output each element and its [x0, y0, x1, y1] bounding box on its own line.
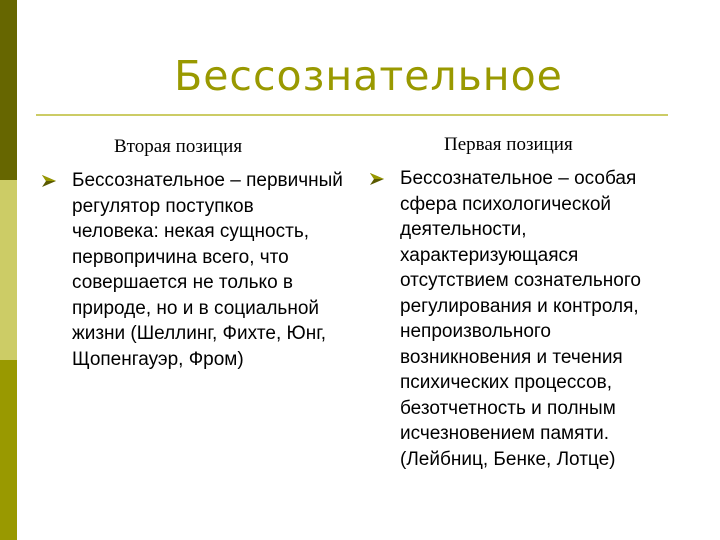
side-bar-segment-middle	[0, 180, 17, 360]
side-bar-segment-bottom	[0, 360, 17, 540]
side-bar-segment-top	[0, 0, 17, 180]
left-column-heading: Вторая позиция	[114, 136, 243, 157]
left-bullet-text: Бессознательное – первичный регулятор поступков человека: некая сущность, первопричина всего, что совершается не только в природе, но и в социальной жизни (Шеллинг, Фихте, Юнг, Щопенгауэр, Фром)	[72, 170, 343, 370]
left-bullet-item	[40, 168, 345, 372]
arrowhead-bullet-icon	[370, 173, 384, 185]
right-column	[368, 136, 686, 472]
right-column-heading: Первая позиция	[444, 134, 573, 155]
decorative-side-bar	[0, 0, 17, 540]
title-divider	[36, 114, 668, 116]
right-bullet-text: Бессознательное – особая сфера психологической деятельности, характеризующаяся отсутствием сознательного регулирования и контроля, непроизвольного возникновения и течения психических процессов, безотчетность и полным исчезновением памяти. (Лейбниц, Бенке, Лотце)	[400, 168, 641, 470]
left-column	[40, 136, 345, 372]
arrowhead-bullet-icon	[42, 175, 56, 187]
right-bullet-item	[368, 166, 686, 472]
slide-title: Бессознательное	[174, 52, 563, 100]
